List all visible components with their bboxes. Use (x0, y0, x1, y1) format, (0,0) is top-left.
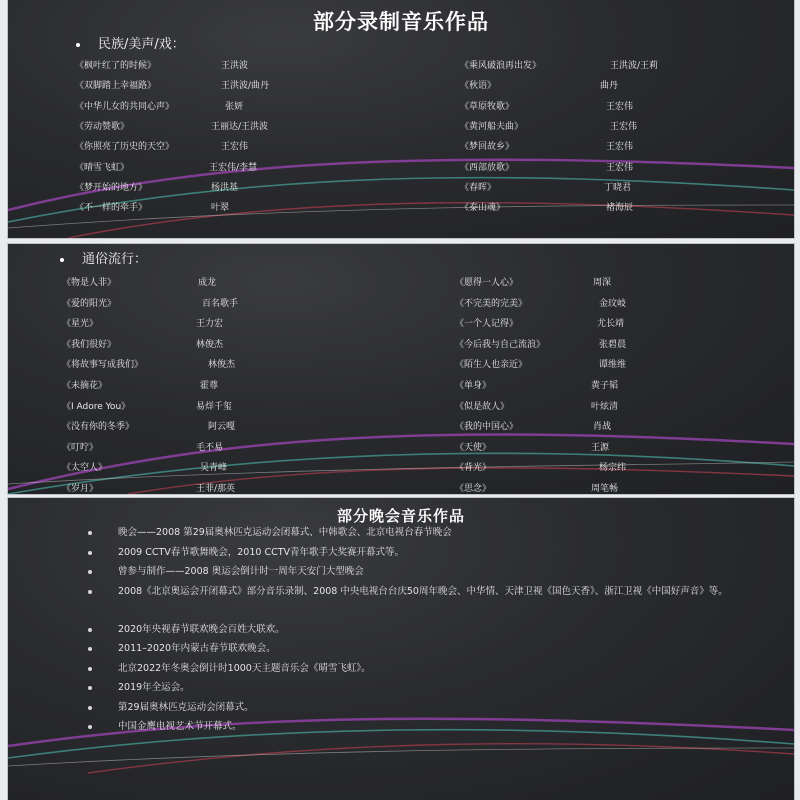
song-artist: 霍尊 (200, 381, 219, 391)
song-title: 《似是故人》 (455, 401, 510, 412)
song-row (455, 296, 685, 310)
slide-recorded-music-traditional (8, 0, 794, 238)
song-row (455, 419, 685, 433)
song-title: 《秋语》 (460, 81, 497, 92)
song-title: 《思念》 (455, 484, 492, 494)
gala-list-text: 中国金鹰电视艺术节开幕式。 (118, 721, 242, 732)
song-row (75, 119, 315, 133)
song-artist: 毛不易 (196, 442, 224, 453)
song-title: 《梦开始的地方》 (75, 182, 148, 193)
song-artist: 易烊千玺 (196, 401, 233, 412)
bullet-icon (88, 667, 92, 671)
song-artist: 王源 (591, 442, 610, 453)
song-artist: 丁晓君 (604, 182, 632, 193)
song-artist: 王宏伟/李慧 (209, 162, 258, 173)
song-title: 《星光》 (62, 319, 99, 330)
song-artist: 百名歌手 (202, 298, 239, 309)
bullet-icon (88, 590, 92, 594)
section-label: 通俗流行： (82, 252, 148, 267)
song-row (62, 337, 292, 351)
song-title: 《今后我与自己流浪》 (455, 339, 546, 350)
section-heading-traditional (76, 33, 185, 52)
gala-list-text: 曾参与制作——2008 奥运会倒计时一周年天安门大型晚会 (118, 566, 364, 577)
section-label: 民族/美声/戏： (98, 37, 185, 52)
song-artist: 杨宗纬 (599, 463, 627, 474)
song-title: 《中华儿女的共同心声》 (75, 101, 175, 112)
song-row (460, 58, 700, 72)
song-title: 《I Adore You》 (62, 401, 131, 412)
song-artist: 张妍 (225, 101, 244, 112)
song-row (455, 460, 685, 474)
song-row (62, 275, 292, 289)
song-row (62, 440, 292, 454)
bullet-icon (88, 628, 92, 632)
song-artist: 成龙 (198, 278, 217, 288)
song-row (455, 440, 685, 454)
gala-list-text: 2009 CCTV春节歌舞晚会，2010 CCTV青年歌手大奖赛开幕式等。 (118, 546, 405, 558)
song-artist: 尤长靖 (597, 319, 625, 330)
song-title: 《单身》 (455, 381, 492, 391)
song-artist: 王宏伟 (606, 101, 634, 112)
song-title: 《我的中国心》 (455, 422, 519, 433)
song-title: 《春晖》 (460, 182, 497, 193)
gala-list-text: 北京2022年冬奥会倒计时1000天主题音乐会《晴雪飞虹》。 (118, 662, 371, 674)
gala-list-text: 晚会——2008 第29届奥林匹克运动会闭幕式、中韩歌会、北京电视台春节晚会 (118, 527, 452, 538)
song-title: 《太空人》 (62, 463, 108, 474)
song-artist: 王洪波/王莉 (610, 61, 659, 71)
song-title: 《乘风破浪再出发》 (460, 61, 542, 71)
song-row (62, 378, 292, 392)
song-artist: 王洪波/曲丹 (221, 81, 270, 92)
song-row (75, 160, 315, 174)
song-artist: 王宏伟 (606, 142, 634, 153)
song-row (460, 160, 700, 174)
song-title: 《泰山魂》 (460, 203, 506, 214)
song-row (62, 296, 292, 310)
song-artist: 肖战 (593, 422, 612, 433)
bullet-icon (88, 570, 92, 574)
song-artist: 王宏伟 (606, 162, 634, 173)
song-row (455, 337, 685, 351)
bullet-icon (76, 43, 80, 47)
song-title: 《没有你的冬季》 (62, 422, 135, 433)
bullet-icon (60, 258, 64, 262)
song-title: 《双脚踏上幸福路》 (75, 81, 157, 92)
song-artist: 叶炫清 (591, 401, 619, 412)
song-row (460, 180, 700, 194)
gala-list-text: 2008《北京奥运会开闭幕式》部分音乐录制、2008 中央电视台台庆50周年晚会、中华情、天津卫视《国色天香》、浙江卫视《中国好声音》等。 (118, 585, 728, 597)
song-title: 《未摘花》 (62, 381, 108, 391)
bullet-icon (88, 686, 92, 690)
song-row (62, 316, 292, 330)
song-row (75, 58, 315, 72)
gala-list-text: 2020年央视春节联欢晚会百姓大联欢。 (118, 623, 285, 635)
song-row (62, 419, 292, 433)
song-title: 《不一样的牵手》 (75, 203, 148, 214)
song-title: 《陌生人也亲近》 (455, 360, 528, 371)
section-heading-pop (60, 248, 147, 267)
song-row (75, 139, 315, 153)
song-title: 《愿得一人心》 (455, 278, 519, 288)
song-artist: 王洪波 (221, 61, 249, 71)
song-row (455, 399, 685, 413)
song-row (455, 378, 685, 392)
song-title: 《我们很好》 (62, 339, 117, 350)
song-title: 《枫叶红了的时候》 (75, 61, 157, 71)
song-artist: 林俊杰 (196, 339, 224, 350)
song-title: 《爱的阳光》 (62, 298, 117, 309)
song-row (455, 275, 685, 289)
slide-recorded-music-pop (8, 244, 794, 494)
song-artist: 张碧晨 (599, 339, 627, 350)
song-title: 《背光》 (455, 463, 492, 474)
song-row (62, 481, 292, 494)
song-artist: 叶翠 (211, 203, 230, 214)
song-title: 《一个人记得》 (455, 319, 519, 330)
song-title: 《梦回故乡》 (460, 142, 515, 153)
song-title: 《黄河船夫曲》 (460, 121, 524, 132)
gala-list-text: 2019年全运会。 (118, 682, 190, 693)
section-title-gala: 部分晚会音乐作品 (336, 507, 465, 525)
song-title: 《西部放歌》 (460, 162, 515, 173)
page-title: 部分录制音乐作品 (313, 10, 489, 34)
song-artist: 周深 (593, 278, 612, 288)
song-artist: 谭维维 (599, 360, 627, 371)
song-row (460, 200, 700, 214)
song-artist: 阿云嘎 (208, 422, 236, 433)
song-artist: 吴青峰 (200, 463, 228, 474)
song-row (460, 99, 700, 113)
song-row (75, 200, 315, 214)
song-row (75, 78, 315, 92)
song-row (460, 78, 700, 92)
song-artist: 褚海辰 (606, 203, 634, 214)
song-row (460, 119, 700, 133)
bullet-icon (88, 531, 92, 535)
song-title: 《将故事写成我们》 (62, 360, 144, 371)
song-row (75, 180, 315, 194)
song-title: 《不完美的完美》 (455, 298, 528, 309)
song-artist: 周笔畅 (591, 484, 619, 494)
bullet-icon (88, 725, 92, 729)
song-row (455, 481, 685, 494)
song-artist: 王丽达/王洪波 (211, 121, 269, 132)
song-title: 《物是人非》 (62, 278, 117, 288)
song-row (460, 139, 700, 153)
song-row (62, 460, 292, 474)
song-row (62, 357, 292, 371)
song-title: 《你照亮了历史的天空》 (75, 142, 175, 153)
song-title: 《天使》 (455, 442, 492, 453)
song-artist: 黄子韬 (591, 381, 619, 391)
song-title: 《晴雪飞虹》 (75, 162, 130, 173)
gala-list-text: 第29届奥林匹克运动会闭幕式。 (118, 701, 254, 713)
song-artist: 林俊杰 (208, 360, 236, 371)
song-row (75, 99, 315, 113)
song-artist: 王宏伟 (221, 142, 249, 153)
song-title: 《劳动赞歌》 (75, 121, 130, 132)
song-title: 《岁月》 (62, 484, 99, 494)
song-title: 《草原牧歌》 (460, 101, 515, 112)
song-row (62, 399, 292, 413)
song-artist: 曲丹 (600, 81, 619, 92)
song-row (455, 357, 685, 371)
song-artist: 杨洪基 (211, 182, 239, 193)
song-artist: 王宏伟 (610, 121, 638, 132)
song-artist: 王力宏 (196, 319, 224, 330)
gala-list-text: 2011–2020年内蒙古春节联欢晚会。 (118, 643, 276, 654)
bullet-icon (88, 647, 92, 651)
bullet-icon (88, 706, 92, 710)
slide-gala-music (8, 498, 794, 800)
song-artist: 金玟岐 (599, 298, 627, 309)
song-row (455, 316, 685, 330)
song-artist: 王菲/那英 (196, 484, 236, 494)
song-title: 《叮咛》 (62, 442, 99, 453)
bullet-icon (88, 551, 92, 555)
